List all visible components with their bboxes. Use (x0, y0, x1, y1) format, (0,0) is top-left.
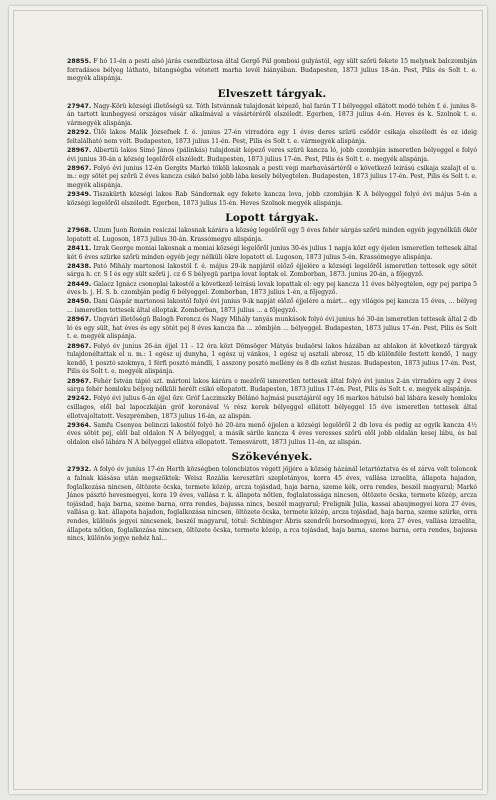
entry-number: 28967. (67, 146, 92, 154)
entry (67, 191, 477, 208)
entry-number: 28967. (67, 377, 92, 385)
section-heading-fugitives: Szökevények. (231, 451, 313, 464)
entry-number: 28411. (67, 245, 92, 253)
document-page (9, 6, 487, 794)
entry-number: 28967. (67, 316, 92, 324)
entry-number: 28438. (67, 262, 92, 270)
entry-text: Nagy-Körü községi illetőségü sz. Tóth Istvánnak tulajdonát képező, bal farán T I bélyeggel ellátott modó tehén f. é. junius 8-án tartott kunhegyesi országos vásár alkalmával a vásártéréről elszéledt. Egerben, 1873 julius 4-én. Heves és k. Szolnok t. e. vármegyék alispánja. (67, 102, 477, 127)
entry-number: 28449. (67, 280, 92, 288)
entry-text: F hó 11-én a pesti alsó járás csendbiztosa által Gergő Pál gombosi gulyástól, egy sült szőrü fekete 15 melynek balczombján forradásos bélyeg látható, bitangségba vétetett marha levél hiányában. Budapesten, 1873 julius 18-án. Pest, Pilis és Solt t. e. megyék alispánja. (67, 58, 477, 83)
entry (67, 165, 477, 191)
entry (67, 263, 477, 280)
entry (67, 227, 477, 244)
entry (67, 147, 477, 164)
document-body (67, 58, 477, 544)
entry (67, 466, 477, 543)
entry-text: Izrak George moniai lakosnak a moniai községi legelőről junius 30-és julius 1 napja közt egy éjelen ismeretlen tettesek által két 6 éves szürke szőrü minden egyéb jegy nélküli ökre lopatott el. Lugoson, 1873 julius 5-én. Krassómegye alispánja. (67, 245, 477, 261)
entry-text: Tiszakürth községi lakos Rab Sándornak egy fekete kancza lova, jobb czombján K A bélyeggel folyó évi május 5-én a községi legelőről elszéledt. Egerben, 1873 julius 15-én. Heves Szolnok megyék alispánja. (67, 191, 477, 207)
entry-text: Pató Mihály martonosi lakostól f. é. május 29-ik napjáról előző éjjelére a községi legelőről ismeretlen tettesek egy sötét sárga h. cr. S I és egy sült szőrü j. cz 6 S bélyegü paripa lovat loptak el. Zomborban, 1873. junius 20-án, a főjegyző. (67, 262, 477, 279)
entry (67, 281, 477, 298)
entry-text: Galacz Ignácz csonoplai lakostól a következő leirású lovak lopattak el: egy pej kancza 11 éves bélyegtelen, egy pej paripa 5 éves b. j. H. S. b. czombján pedig 6 bélyeggel. Zomborban, 1873 julius 1-én, a főjegyző. (67, 280, 477, 297)
entry-number: 28292. (67, 129, 92, 137)
entry-text: Folyó év junius 26-án éjjel 11 - 12 óra közt Dömsöger Mátyás budaörsi lakos házában az ablakon át következő tárgyak tulajdonéltattak el u. m.: 1 egész uj dunyha, 1 egész uj vánkos, 1 egész uj asztali abrosz, 15 db különféle festett kendő, 1 nagy kendő, 1 posztó szokmya, 1 férfi posztó mándli, 1 asszony posztó mellény és 8 db ezüst huszas. Budapesten, 1873 julius 17-én. Pest, Pilis és Solt t. e. megyék alispánja. (67, 342, 477, 376)
entry-number: 29242. (67, 395, 92, 403)
entry (67, 58, 477, 84)
entry-text: Ülői lakos Malik Józsefnek f. é. junius 27-én virradóra egy 1 éves deres szürü csődör csikaja elszéledt és ez ideig feltalálható nem volt. Budapesten, 1873 julius 11-én. Pest, Pilis és Solt t. e. vármegyék alispánja. (67, 129, 477, 145)
entry-text: Folyó évi julius 6-án éjjel őzv. Gróf Laczinszky Bélánó hajmási pusztájáról egy 16 markos hátulsó bal lábára kesely homloku csillagos, elől bal lapoczkáján gróf koronával ¼ rész kerek bélyeggel ellátott bélyeggel 15 éve ismeretlen tettesek által ellotvajoltatott. Veszprémben, 1873 julius 16-án, az alispán. (67, 395, 477, 420)
entry-number: 29349. (67, 191, 92, 199)
entry (67, 395, 477, 421)
entry (67, 422, 477, 448)
entry-number: 28967. (67, 342, 92, 350)
entry-text: Samfu Csenyea belinczi lakostól folyó hó 20-ára menő éjjelen a községi legelőről 2 db lova és pedig az egyik kancza 4½ éves sötét pej, elől bal oldalon N A bélyeggel, a másik sárile kancza 4 éves veresses szőrü elől jobb oldalán kesej lábu, és bal oldalon első lábára N A bélyeggel ellátva ellopatott. Temesvárott, 1873 julius 11-én, az alispán. (67, 421, 477, 446)
entry-text: Uzum Juon Román resiczai lakosnak kárára a község legelőről egy 5 éves fehér sárgás szőrü minden egyéb jegynélküli ökör lopatott el. Lugoson, 1873 julius 30-án. Krassómegye alispánja. (67, 227, 477, 243)
entry (67, 316, 477, 342)
entry-text: Dani Gáspár martonosi lakostól folyó évi junius 9-ik napját előző éjjelére a márt... egy világos pej kancza 15 éves, ... bélyeg ... ismeretlen tettesek által elloptak. Zomborban, 1873 julius ... a főjegyző. (67, 298, 477, 314)
entry (67, 129, 477, 146)
entry (67, 378, 477, 395)
entry-number: 28450. (67, 298, 92, 306)
entry-text: Albertiü lakos Simó János (pálinkás) tulajdonát képező veres szürü kancza ló, jobb czombján ismeretlen bélyeggel e folyó évi junius 30-án a község legelőről elszéledt. Budapesten, 1873 julius 17-én. Pest, Pilis és Solt t. e. megyék alispánja. (67, 146, 477, 163)
entry-text: A folyó év junius 17-én Herth községben toloncbiztos végett jöjjére a község házánál letartóztatva és el zárva volt toloncok a falnak kiásása után megszöktek: Weisz Rozália keresztüri szeplotányos, korra 45 éves, vallása izraelita, állapota hajadon, foglalkozása nincsen, öltözete öcska, termete közép, arcza tojásdad, haja barna, szeme kék, orra rendes, beszél magyarul; Markó János pásztó hevesmegyei, kora 19 éves, vallása r. k. állapota nőtlen, foglalatossága nincsen, öltözete öcska, termete közép, arcza tojásdad, haja barna, szeme barna, orra rendes, bajussa nincs, beszél magyarul; Frelignik Julia, kassai abaujmegyei kora 27 éves, vallása g. kat. állapota hajadon, foglalkozása nincsen, öltözete öcska, termete közép, arcza tojásdad, haja barna, szeme szürke, orra rendes, különös jegyei nincsenek, beszél magyarul, tótul: Schbinger Ábris szendrői borsodmegyei, kora 27 éves, vallása izraelita, állapota nőtlen, foglalkozása nincsen, öltözete öcska, termete közép, a rca tojásdad, haja barna, szeme barna, orra rendes, bajussa nincs, különös jegye nehéz hal... (67, 466, 477, 543)
entry-number: 28855. (67, 58, 92, 65)
entry-number: 28967. (67, 164, 92, 172)
section-heading-lost: Elveszett tárgyak. (217, 87, 327, 100)
section-heading-stolen: Lopott tárgyak. (225, 212, 319, 225)
entry (67, 103, 477, 129)
entry (67, 343, 477, 377)
entry-number: 27947. (67, 102, 92, 110)
entry-text: Folyó évi junius 12-én Gergits Markó tököli lakosnak a pesti vegi marhavásártéről e következő leirású csikaja szalajt el u. m.: egy sötét pej szőrü 2 éves kancza csikó balsó jobb lába kesely bélyegtelen. Budapesten, 1873 julius 17-én. Pest, Pilis és Solt t. e. megyék alispánja. (67, 164, 477, 189)
entry-number: 27968. (67, 227, 92, 235)
entry-text: Ungvári illetőségü Balogh Ferencz és Nagy Mihály tanyás munkások folyó évi junius hó 30-án ismeretlen tettesek által 2 db ló és egy sült, hat éves és egy sötét pej 8 éves kancza fia ... zömbjén ... bélyeggel. Budapesten, 1873 julius 17-én. Pest, Pilis és Solt t. e. megyék alispánja. (67, 316, 477, 341)
entry (67, 298, 477, 315)
entry-number: 27932. (67, 466, 92, 474)
entry (67, 245, 477, 262)
entry-text: Fehér István tápió szt. mártoni lakos kárára e mezőről ismeretlen tettesek által folyó évi junius 2-án virradóra egy 2 éves sárga fehér homloku bélyeg nélküli herélt csikó ellopatott. Budapesten, 1873 julius 17-én. Pest, Pilis és Solt t. e. megyék alispánja. (67, 377, 477, 394)
entry-number: 29364. (67, 421, 92, 429)
